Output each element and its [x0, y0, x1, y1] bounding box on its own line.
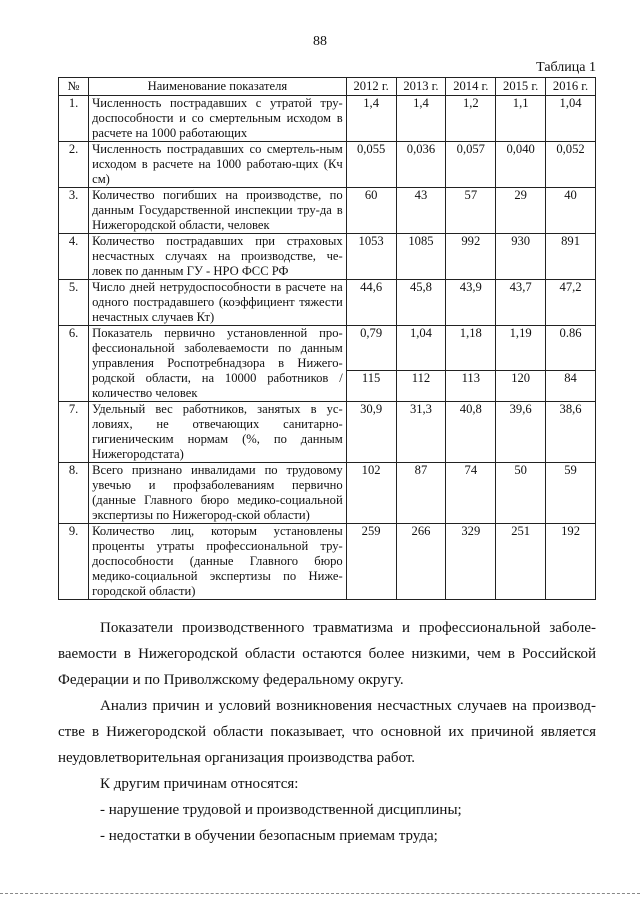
- row-number: 7.: [59, 402, 89, 463]
- value-2016: 891: [546, 234, 596, 280]
- indicators-table: [58, 77, 596, 600]
- header-cell-2016: 2016 г.: [546, 78, 596, 96]
- value-2014: 57: [446, 188, 496, 234]
- value-2013: 45,8: [396, 280, 446, 326]
- value-2013: 43: [396, 188, 446, 234]
- paragraph: Анализ причин и условий возникновения несчастных случаев на производ-стве в Нижегородской области показывает, что основной их причиной является неудовлетворительная организация производства работ.: [58, 698, 596, 766]
- header-cell-2013: 2013 г.: [396, 78, 446, 96]
- table-row: [59, 402, 596, 463]
- value-2013: 1,4: [396, 96, 446, 142]
- header-cell-2014: 2014 г.: [446, 78, 496, 96]
- value-2016: 47,2: [546, 280, 596, 326]
- page-bottom-edge: [0, 893, 640, 895]
- value-2013: 1,04: [396, 326, 446, 371]
- value-2014: 329: [446, 524, 496, 600]
- row-number: 9.: [59, 524, 89, 600]
- indicator-name: Количество лиц, которым установлены проценты утраты профессиональной тру-доспособности (данные Главного бюро медико-социальной экспертизы по Ниже-городской области): [89, 524, 347, 600]
- value-2012: 102: [346, 463, 396, 524]
- indicator-name: Численность пострадавших с утратой тру-доспособности и со смертельным исходом в расчете на 1000 работающих: [89, 96, 347, 142]
- value-2014: 43,9: [446, 280, 496, 326]
- table-row: [59, 326, 596, 371]
- value-2012: 44,6: [346, 280, 396, 326]
- count-2014: 113: [446, 371, 496, 402]
- count-2015: 120: [496, 371, 546, 402]
- count-2012: 115: [346, 371, 396, 402]
- value-2012: 0,79: [346, 326, 396, 371]
- value-2014: 0,057: [446, 142, 496, 188]
- value-2016: 38,6: [546, 402, 596, 463]
- value-2016: 0.86: [546, 326, 596, 371]
- row-number: 8.: [59, 463, 89, 524]
- body-text: [58, 615, 596, 849]
- value-2012: 259: [346, 524, 396, 600]
- table-row: [59, 234, 596, 280]
- indicator-name: Удельный вес работников, занятых в ус-ловиях, не отвечающих санитарно-гигиеническим нормам (%, по данным Нижегородстата): [89, 402, 347, 463]
- table-caption: Таблица 1: [536, 60, 596, 75]
- table-row: [59, 524, 596, 600]
- table-row: [59, 142, 596, 188]
- row-number: 4.: [59, 234, 89, 280]
- header-cell-2012: 2012 г.: [346, 78, 396, 96]
- value-2015: 930: [496, 234, 546, 280]
- header-cell-no: №: [59, 78, 89, 96]
- list-item: - нарушение трудовой и производственной дисциплины;: [100, 802, 462, 818]
- value-2014: 992: [446, 234, 496, 280]
- value-2014: 74: [446, 463, 496, 524]
- table-row: [59, 96, 596, 142]
- value-2012: 60: [346, 188, 396, 234]
- value-2013: 87: [396, 463, 446, 524]
- value-2012: 1,4: [346, 96, 396, 142]
- list-item: - недостатки в обучении безопасным приемам труда;: [100, 828, 438, 844]
- page-number: 88: [313, 34, 327, 49]
- row-number: 5.: [59, 280, 89, 326]
- value-2012: 30,9: [346, 402, 396, 463]
- value-2013: 266: [396, 524, 446, 600]
- value-2015: 50: [496, 463, 546, 524]
- indicator-name: Численность пострадавших со смертель-ным исходом в расчете на 1000 работаю-щих (Кч см): [89, 142, 347, 188]
- value-2015: 29: [496, 188, 546, 234]
- value-2016: 1,04: [546, 96, 596, 142]
- indicator-name: Показатель первично установленной про-фессиональной заболеваемости по данным управления Роспотребнадзора в Нижего-родской области, на 10000 работников / количество человек: [89, 326, 347, 402]
- value-2015: 1,19: [496, 326, 546, 371]
- indicator-name: Количество погибших на производстве, по данным Государственной инспекции тру-да в Нижегородской области, человек: [89, 188, 347, 234]
- indicator-name: Количество пострадавших при страховых несчастных случаях на производстве, че-ловек по данным ГУ - НРО ФСС РФ: [89, 234, 347, 280]
- count-2016: 84: [546, 371, 596, 402]
- indicator-name: Всего признано инвалидами по трудовому увечью и профзаболеваниям первично (данные Главного бюро медико-социальной экспертизы по Нижегород-ской области): [89, 463, 347, 524]
- count-2013: 112: [396, 371, 446, 402]
- value-2014: 1,18: [446, 326, 496, 371]
- table-header-row: [59, 78, 596, 96]
- value-2012: 1053: [346, 234, 396, 280]
- value-2016: 0,052: [546, 142, 596, 188]
- value-2013: 0,036: [396, 142, 446, 188]
- table-row: [59, 188, 596, 234]
- row-number: 6.: [59, 326, 89, 402]
- indicator-name: Число дней нетрудоспособности в расчете на одного пострадавшего (коэффициент тяжести нечастных случаев Кт): [89, 280, 347, 326]
- value-2015: 39,6: [496, 402, 546, 463]
- value-2014: 40,8: [446, 402, 496, 463]
- value-2013: 31,3: [396, 402, 446, 463]
- paragraph: Показатели производственного травматизма и профессиональной заболе-ваемости в Нижегородской области остаются более низкими, чем в Российской Федерации и по Приволжскому федеральному округу.: [58, 620, 596, 688]
- value-2015: 43,7: [496, 280, 546, 326]
- value-2016: 40: [546, 188, 596, 234]
- header-cell-2015: 2015 г.: [496, 78, 546, 96]
- value-2014: 1,2: [446, 96, 496, 142]
- header-cell-name: Наименование показателя: [89, 78, 347, 96]
- value-2016: 59: [546, 463, 596, 524]
- value-2015: 1,1: [496, 96, 546, 142]
- paragraph: К другим причинам относятся:: [100, 776, 299, 792]
- row-number: 1.: [59, 96, 89, 142]
- row-number: 3.: [59, 188, 89, 234]
- value-2015: 251: [496, 524, 546, 600]
- value-2012: 0,055: [346, 142, 396, 188]
- value-2016: 192: [546, 524, 596, 600]
- table-row: [59, 280, 596, 326]
- value-2015: 0,040: [496, 142, 546, 188]
- table-row: [59, 463, 596, 524]
- row-number: 2.: [59, 142, 89, 188]
- value-2013: 1085: [396, 234, 446, 280]
